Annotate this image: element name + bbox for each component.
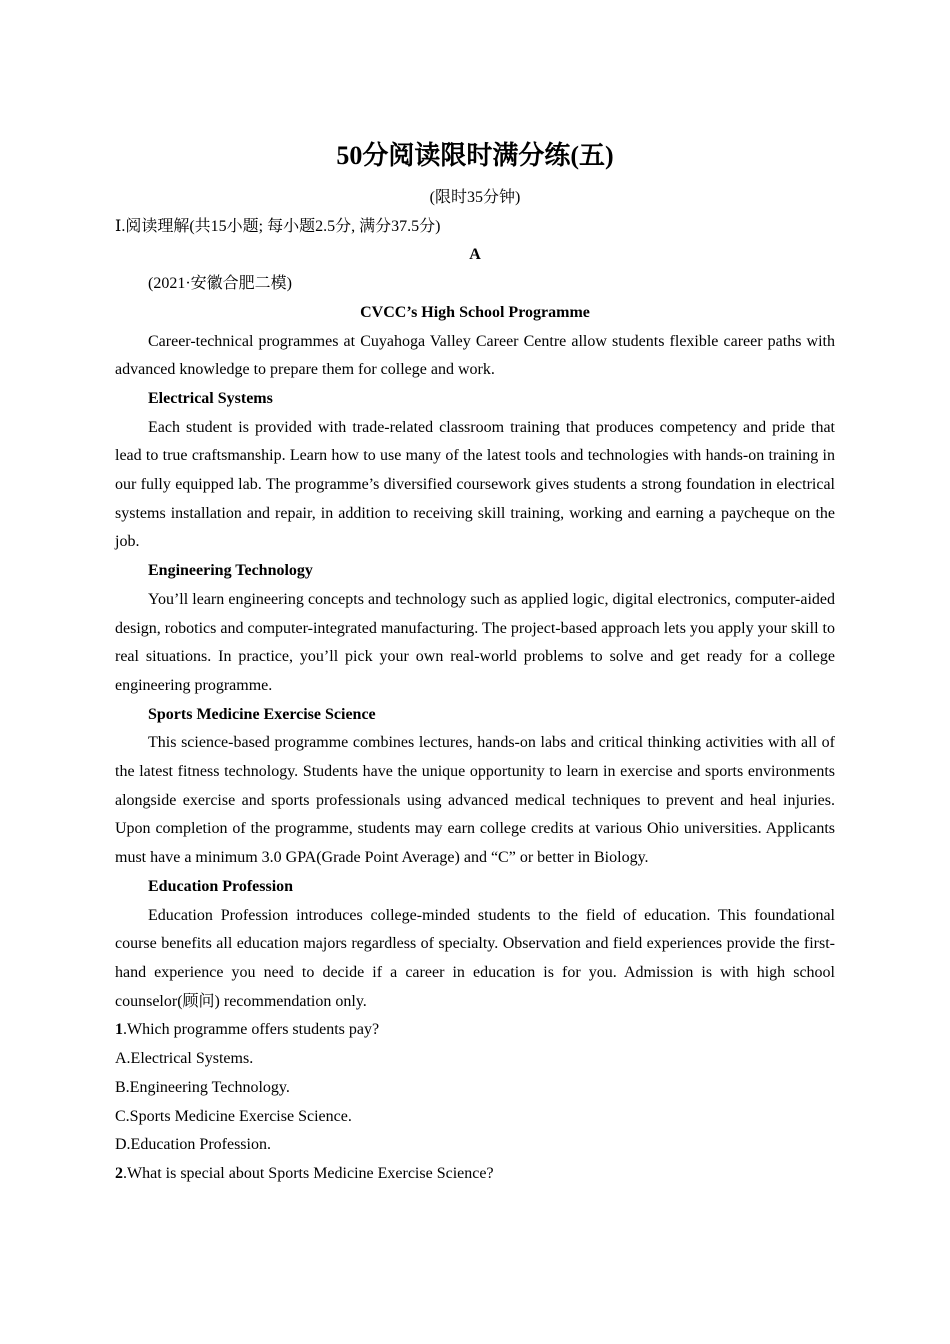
question-1-option-b: B.Engineering Technology. (115, 1078, 290, 1096)
page-title: 50分阅读限时满分练(五) (336, 141, 614, 170)
section-heading-sports: Sports Medicine Exercise Science (148, 705, 376, 723)
section-text-electrical: Each student is provided with trade-related classroom training that produces competency and pride that lead to true craftsmanship. Learn how to use many of the latest tools and technologies with hands-on training in our fully equipped lab. The programme’s diversified coursework gives students a strong foundation in electrical systems installation and repair, in addition to receiving skill training, working and earning a paycheque on the job. (115, 418, 835, 551)
time-limit: (限时35分钟) (429, 189, 521, 206)
section-heading: Ⅰ.阅读理解(共15小题; 每小题2.5分, 满分37.5分) (115, 217, 441, 235)
section-heading-engineering: Engineering Technology (148, 562, 313, 580)
question-text: .What is special about Sports Medicine Exercise Science? (123, 1164, 494, 1182)
section-text-sports: This science-based programme combines lectures, hands-on labs and critical thinking activities with all of the latest fitness technology. Students have the unique opportunity to learn in exercise and sports environments alongside exercise and sports professionals using advanced medical techniques to prevent and heal injuries. Upon completion of the programme, students may earn college credits at various Ohio universities. Applicants must have a minimum 3.0 GPA(Grade Point Average) and “C” or better in Biology. (115, 734, 835, 867)
question-1 (115, 1016, 835, 1045)
question-1-option-d: D.Education Profession. (115, 1136, 271, 1154)
section-text-engineering: You’ll learn engineering concepts and technology such as applied logic, digital electronics, computer-aided design, robotics and computer-integrated manufacturing. The project-based approach lets you apply your skill to real situations. In practice, you’ll pick your own real-world problems to solve and get ready for a college engineering programme. (115, 590, 835, 694)
document-body (115, 184, 835, 1189)
section-heading-electrical: Electrical Systems (148, 389, 273, 407)
question-text: .Which programme offers students pay? (123, 1021, 380, 1039)
question-number: 2 (115, 1164, 123, 1182)
article-title: CVCC’s High School Programme (360, 303, 590, 321)
question-2 (115, 1160, 835, 1189)
passage-source: (2021·安徽合肥二模) (148, 275, 292, 293)
article-intro: Career-technical programmes at Cuyahoga Valley Career Centre allow students flexible career paths with advanced knowledge to prepare them for college and work. (115, 332, 835, 379)
question-1-option-c: C.Sports Medicine Exercise Science. (115, 1107, 352, 1125)
section-text-education: Education Profession introduces college-minded students to the field of education. This foundational course benefits all education majors regardless of specialty. Observation and field experiences provide the first-hand experience you need to decide if a career in education is for you. Admission is with high school counselor(顾问) recommendation only. (115, 906, 835, 1010)
question-number: 1 (115, 1021, 123, 1039)
question-1-option-a: A.Electrical Systems. (115, 1050, 254, 1068)
passage-label: A (469, 246, 481, 264)
section-heading-education: Education Profession (148, 877, 294, 895)
